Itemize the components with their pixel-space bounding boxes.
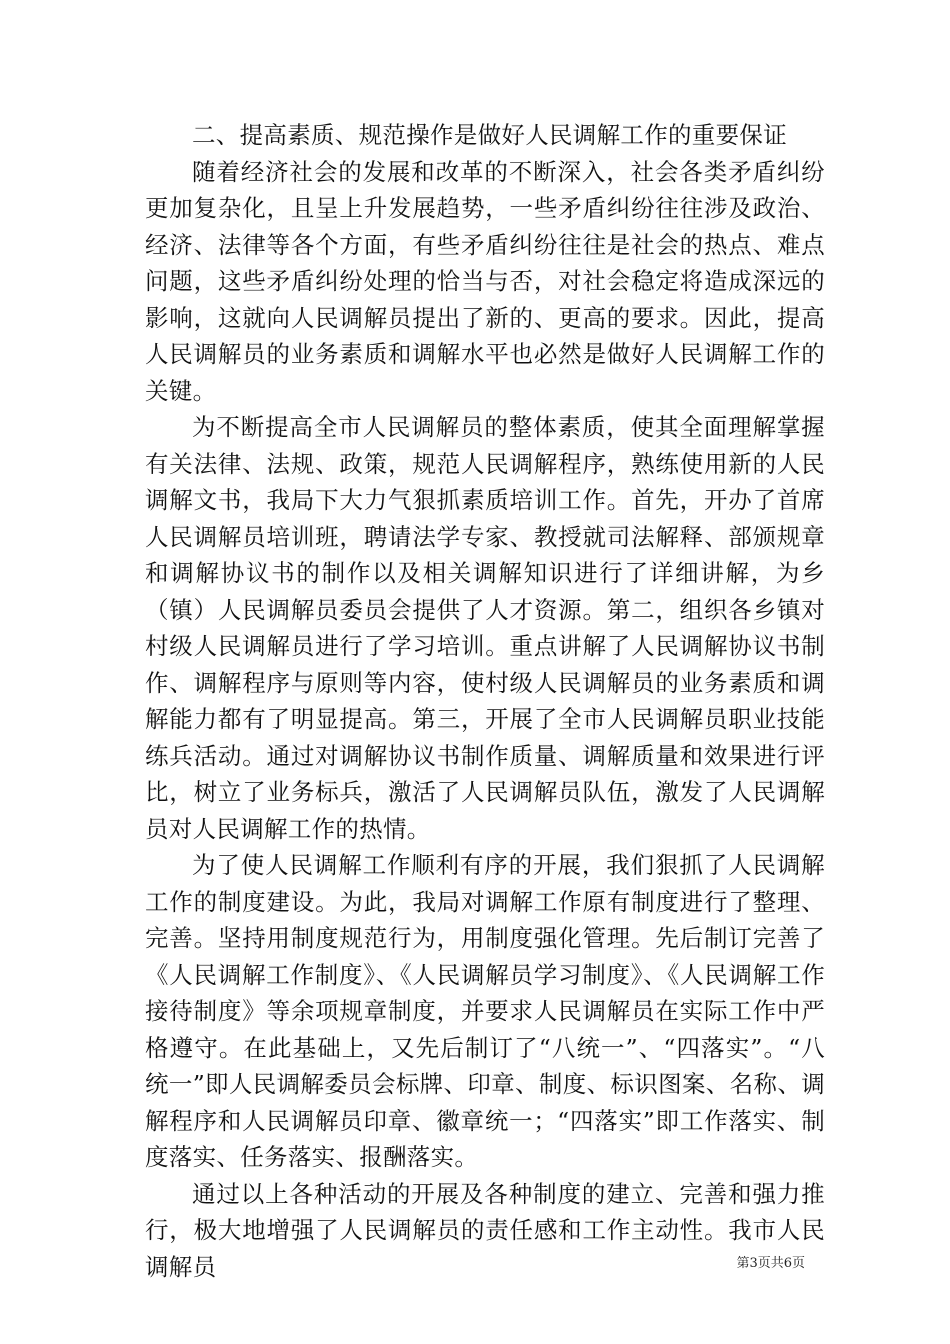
paragraph: 为不断提高全市人民调解员的整体素质，使其全面理解掌握有关法律、法规、政策，规范人民调解程序，熟练使用新的人民调解文书，我局下大力气狠抓素质培训工作。首先，开办了首席人民调解员培训班，聘请法学专家、教授就司法解释、部颁规章和调解协议书的制作以及相关调解知识进行了详细讲解，为乡（镇）人民调解员委员会提供了人才资源。第二，组织各乡镇对村级人民调解员进行了学习培训。重点讲解了人民调解协议书制作、调解程序与原则等内容，使村级人民调解员的业务素质和调解能力都有了明显提高。第三，开展了全市人民调解员职业技能练兵活动。通过对调解协议书制作质量、调解质量和效果进行评比，树立了业务标兵，激活了人民调解员队伍，激发了人民调解员对人民调解工作的热情。 bbox=[145, 413, 825, 843]
paragraph: 通过以上各种活动的开展及各种制度的建立、完善和强力推行，极大地增强了人民调解员的责任感和工作主动性。我市人民调解员 bbox=[145, 1179, 825, 1281]
paragraph: 随着经济社会的发展和改革的不断深入，社会各类矛盾纠纷更加复杂化，且呈上升发展趋势，一些矛盾纠纷往往涉及政治、经济、法律等各个方面，有些矛盾纠纷往往是社会的热点、难点问题，这些矛盾纠纷处理的恰当与否，对社会稳定将造成深远的影响，这就向人民调解员提出了新的、更高的要求。因此，提高人民调解员的业务素质和调解水平也必然是做好人民调解工作的关键。 bbox=[145, 157, 825, 405]
page-number-footer: 第3页共6页 bbox=[736, 1256, 805, 1271]
section-heading: 二、提高素质、规范操作是做好人民调解工作的重要保证 bbox=[192, 121, 787, 149]
paragraph: 为了使人民调解工作顺利有序的开展，我们狠抓了人民调解工作的制度建设。为此，我局对调解工作原有制度进行了整理、完善。坚持用制度规范行为，用制度强化管理。先后制订完善了《人民调解工作制度》、《人民调解员学习制度》、《人民调解工作接待制度》等余项规章制度，并要求人民调解员在实际工作中严格遵守。在此基础上，又先后制订了“八统一”、“四落实”。“八统一”即人民调解委员会标牌、印章、制度、标识图案、名称、调解程序和人民调解员印章、徽章统一；“四落实”即工作落实、制度落实、任务落实、报酬落实。 bbox=[145, 851, 825, 1171]
document-body bbox=[145, 117, 825, 1285]
